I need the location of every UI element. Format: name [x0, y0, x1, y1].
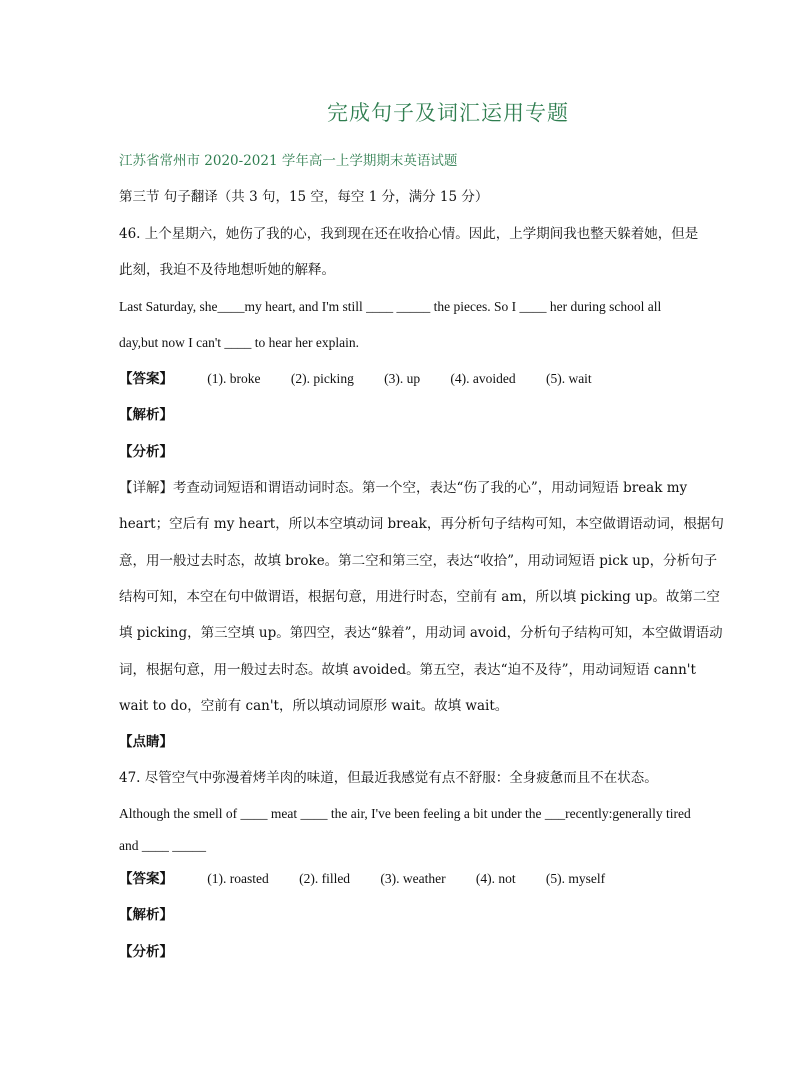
dianjing-label: 【点睛】 — [119, 734, 173, 750]
q47-chinese-line-1: 47. 尽管空气中弥漫着烤羊肉的味道，但最近我感觉有点不舒服：全身疲惫而且不在状态。 — [119, 770, 658, 786]
detail-line: 【详解】考查动词短语和谓语动词时态。第一个空，表达“伤了我的心”，用动词短语 break my — [119, 480, 688, 496]
detail-line: 填 picking，第三空填 up。第四空，表达“躲着”，用动词 avoid，分析句子结构可知，本空做谓语动 — [119, 625, 723, 641]
answer-item: (2). filled — [299, 871, 351, 886]
q47-answer-row — [119, 870, 631, 888]
document-title: 完成句子及词汇运用专题 — [327, 101, 569, 125]
answer-item: (4). avoided — [450, 371, 516, 386]
answer-item: (3). up — [384, 371, 421, 386]
fenxi-label: 【分析】 — [119, 944, 173, 960]
answer-item: (1). roasted — [207, 871, 269, 886]
q46-english-line-2: day,but now I can't ____ to hear her explain. — [119, 335, 359, 350]
detail-line: wait to do，空前有 can't，所以填动词原形 wait。故填 wait。 — [119, 698, 509, 714]
answer-item: (2). picking — [290, 371, 354, 386]
answer-item: (5). myself — [545, 871, 606, 886]
exam-source: 江苏省常州市 2020-2021 学年高一上学期期末英语试题 — [119, 153, 458, 169]
answer-item: (3). weather — [380, 871, 446, 886]
q46-english-line-1: Last Saturday, she____my heart, and I'm still ____ _____ the pieces. So I ____ her during school all — [119, 299, 662, 314]
jiexi-label: 【解析】 — [119, 907, 173, 923]
answer-label: 【答案】 — [119, 371, 173, 387]
detail-line: 意，用一般过去时态，故填 broke。第二空和第三空，表达“收拾”，用动词短语 pick up，分析句子 — [119, 553, 718, 569]
jiexi-label: 【解析】 — [119, 407, 173, 423]
answer-label: 【答案】 — [119, 871, 173, 887]
detail-line: 词，根据句意，用一般过去时态。故填 avoided。第五空，表达“迫不及待”，用动词短语 cann't — [119, 662, 696, 678]
answer-item: (1). broke — [207, 371, 261, 386]
q47-english-line-2: and ____ _____ — [119, 838, 206, 853]
q46-chinese-line-2: 此刻，我迫不及待地想听她的解释。 — [119, 262, 335, 278]
q47-english-line-1: Although the smell of ____ meat ____ the air, I've been feeling a bit under the ___recently:generally tired — [119, 806, 691, 821]
section-heading: 第三节 句子翻译（共 3 句，15 空，每空 1 分，满分 15 分） — [119, 189, 489, 205]
q46-chinese-line-1: 46. 上个星期六，她伤了我的心，我到现在还在收拾心情。因此，上学期间我也整天躲着她，但是 — [119, 226, 699, 242]
detail-line: 结构可知，本空在句中做谓语，根据句意，用进行时态，空前有 am，所以填 picking up。故第二空 — [119, 589, 720, 605]
answer-item: (5). wait — [545, 371, 592, 386]
fenxi-label: 【分析】 — [119, 444, 173, 460]
q46-answer-row — [119, 370, 618, 388]
answer-item: (4). not — [475, 871, 516, 886]
detail-line: heart；空后有 my heart，所以本空填动词 break，再分析句子结构可知，本空做谓语动词，根据句 — [119, 516, 724, 532]
